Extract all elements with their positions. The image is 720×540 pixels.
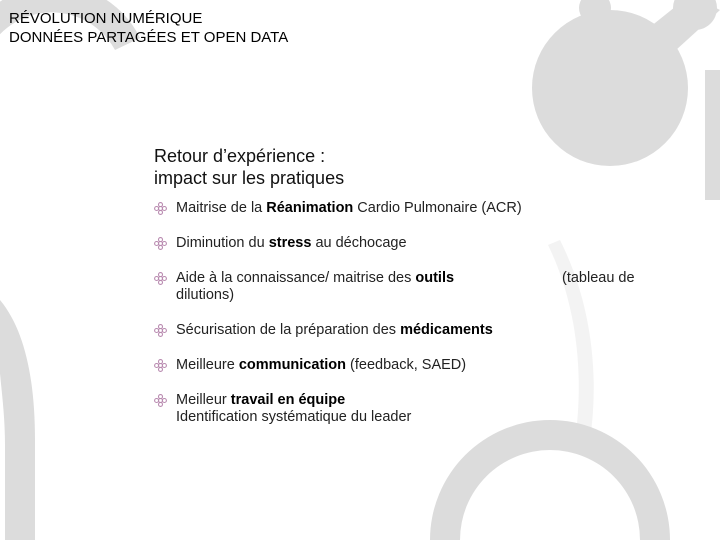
bullet-item [154, 322, 694, 339]
bullet-keyword: communication [238, 357, 347, 373]
decor-right-bar [705, 70, 720, 200]
bullet-keyword: stress [268, 235, 312, 251]
bullet-item [154, 235, 694, 252]
bullet-aside: (tableau de [562, 270, 635, 286]
bullet-keyword: médicaments [400, 322, 493, 338]
bullet-text: Meilleur [176, 392, 231, 408]
subtitle-line1: Retour d’expérience : [154, 146, 326, 166]
header-title-line1: RÉVOLUTION NUMÉRIQUE [9, 10, 203, 27]
bullet-continuation: dilutions) [176, 287, 235, 303]
bullet-text: Meilleure [176, 357, 239, 373]
flower-bullet-icon [154, 202, 167, 215]
bullet-text: Cardio Pulmonaire (ACR) [353, 200, 522, 216]
bullet-keyword: travail en équipe [230, 392, 346, 408]
bullet-item [154, 392, 694, 426]
slide-header [9, 9, 288, 47]
flower-bullet-icon [154, 394, 167, 407]
bullet-item [154, 357, 694, 374]
flower-bullet-icon [154, 237, 167, 250]
bullet-item [154, 270, 694, 304]
bullet-text: Aide à la connaissance/ maitrise des [176, 270, 416, 286]
bullet-line [176, 392, 694, 409]
header-title-line2: DONNÉES PARTAGÉES ET OPEN DATA [9, 29, 289, 46]
flower-bullet-icon [154, 359, 167, 372]
bullet-line [176, 322, 694, 339]
bullet-continuation: Identification systématique du leader [176, 409, 412, 425]
slide-subtitle [154, 145, 344, 189]
bullet-text: Sécurisation de la préparation des [176, 322, 401, 338]
bullet-line [176, 357, 694, 374]
bullet-text: au déchocage [311, 235, 407, 251]
flower-bullet-icon [154, 324, 167, 337]
bullet-text: (feedback, SAED) [346, 357, 467, 373]
bullet-line [176, 200, 694, 217]
bullet-item [154, 200, 694, 217]
bullet-line [176, 235, 694, 252]
bullet-keyword: Réanimation [266, 200, 354, 216]
decor-bottom-ring [430, 420, 670, 540]
bullet-keyword: outils [415, 270, 455, 286]
subtitle-line2: impact sur les pratiques [154, 168, 345, 188]
bullet-list [154, 200, 694, 426]
decor-left-band [0, 300, 35, 540]
flower-bullet-icon [154, 272, 167, 285]
bullet-text: Maitrise de la [176, 200, 267, 216]
bullet-text: Diminution du [176, 235, 269, 251]
